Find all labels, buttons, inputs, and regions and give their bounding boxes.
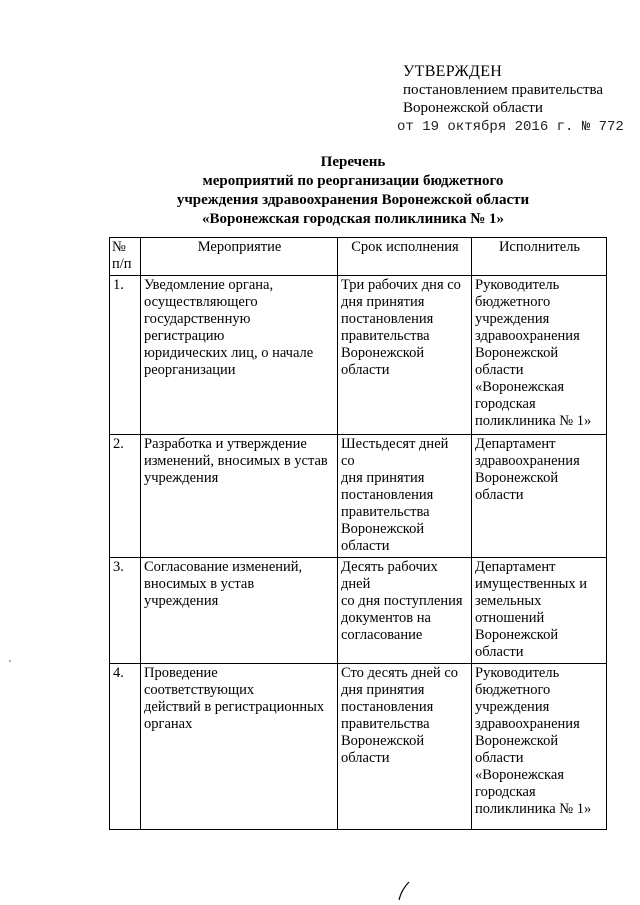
- approval-line-2: Воронежской области: [403, 100, 543, 116]
- scan-speck: [9, 660, 11, 662]
- approval-line-1: постановлением правительства: [403, 82, 604, 98]
- row-deadline: Десять рабочих дней со дня поступления документов на согласование: [338, 558, 472, 664]
- approval-title: УТВЕРЖДЕН: [403, 63, 503, 80]
- table-row: [110, 664, 607, 830]
- row-number: 4.: [110, 664, 141, 830]
- row-number: 3.: [110, 558, 141, 664]
- row-activity: Разработка и утверждение изменений, вносимых в устав учреждения: [141, 435, 338, 558]
- header-activity: Мероприятие: [141, 238, 338, 276]
- row-deadline: Сто десять дней со дня принятия постановления правительства Воронежской области: [338, 664, 472, 830]
- table-header-row: [110, 238, 607, 276]
- row-executor: Департамент имущественных и земельных отношений Воронежской области: [472, 558, 607, 664]
- row-activity: Уведомление органа, осуществляющего государственную регистрацию юридических лиц, о начале реорганизации: [141, 276, 338, 435]
- row-executor: Руководитель бюджетного учреждения здравоохранения Воронежской области «Воронежская городская поликлиника № 1»: [472, 664, 607, 830]
- row-number: 2.: [110, 435, 141, 558]
- heading-line-4: «Воронежская городская поликлиника № 1»: [201, 211, 505, 227]
- row-activity: Согласование изменений, вносимых в устав учреждения: [141, 558, 338, 664]
- table-row: [110, 435, 607, 558]
- document-heading: [100, 153, 606, 229]
- row-executor: Департамент здравоохранения Воронежской области: [472, 435, 607, 558]
- approval-block: [397, 63, 624, 136]
- row-executor: Руководитель бюджетного учреждения здравоохранения Воронежской области «Воронежская городская поликлиника № 1»: [472, 276, 607, 435]
- table-row: [110, 276, 607, 435]
- row-deadline: Три рабочих дня со дня принятия постановления правительства Воронежской области: [338, 276, 472, 435]
- row-number: 1.: [110, 276, 141, 435]
- initial-mark-icon: [396, 880, 414, 902]
- activities-table: [109, 237, 607, 830]
- row-activity: Проведение соответствующих действий в регистрационных органах: [141, 664, 338, 830]
- heading-line-1: Перечень: [320, 154, 386, 170]
- heading-line-2: мероприятий по реорганизации бюджетного: [202, 173, 504, 189]
- header-executor: Исполнитель: [472, 238, 607, 276]
- header-number: № п/п: [110, 238, 141, 276]
- heading-line-3: учреждения здравоохранения Воронежской области: [176, 192, 530, 208]
- approval-date-number: от 19 октября 2016 г. № 772: [397, 119, 624, 135]
- row-deadline: Шестьдесят дней со дня принятия постановления правительства Воронежской области: [338, 435, 472, 558]
- header-deadline: Срок исполнения: [338, 238, 472, 276]
- table-row: [110, 558, 607, 664]
